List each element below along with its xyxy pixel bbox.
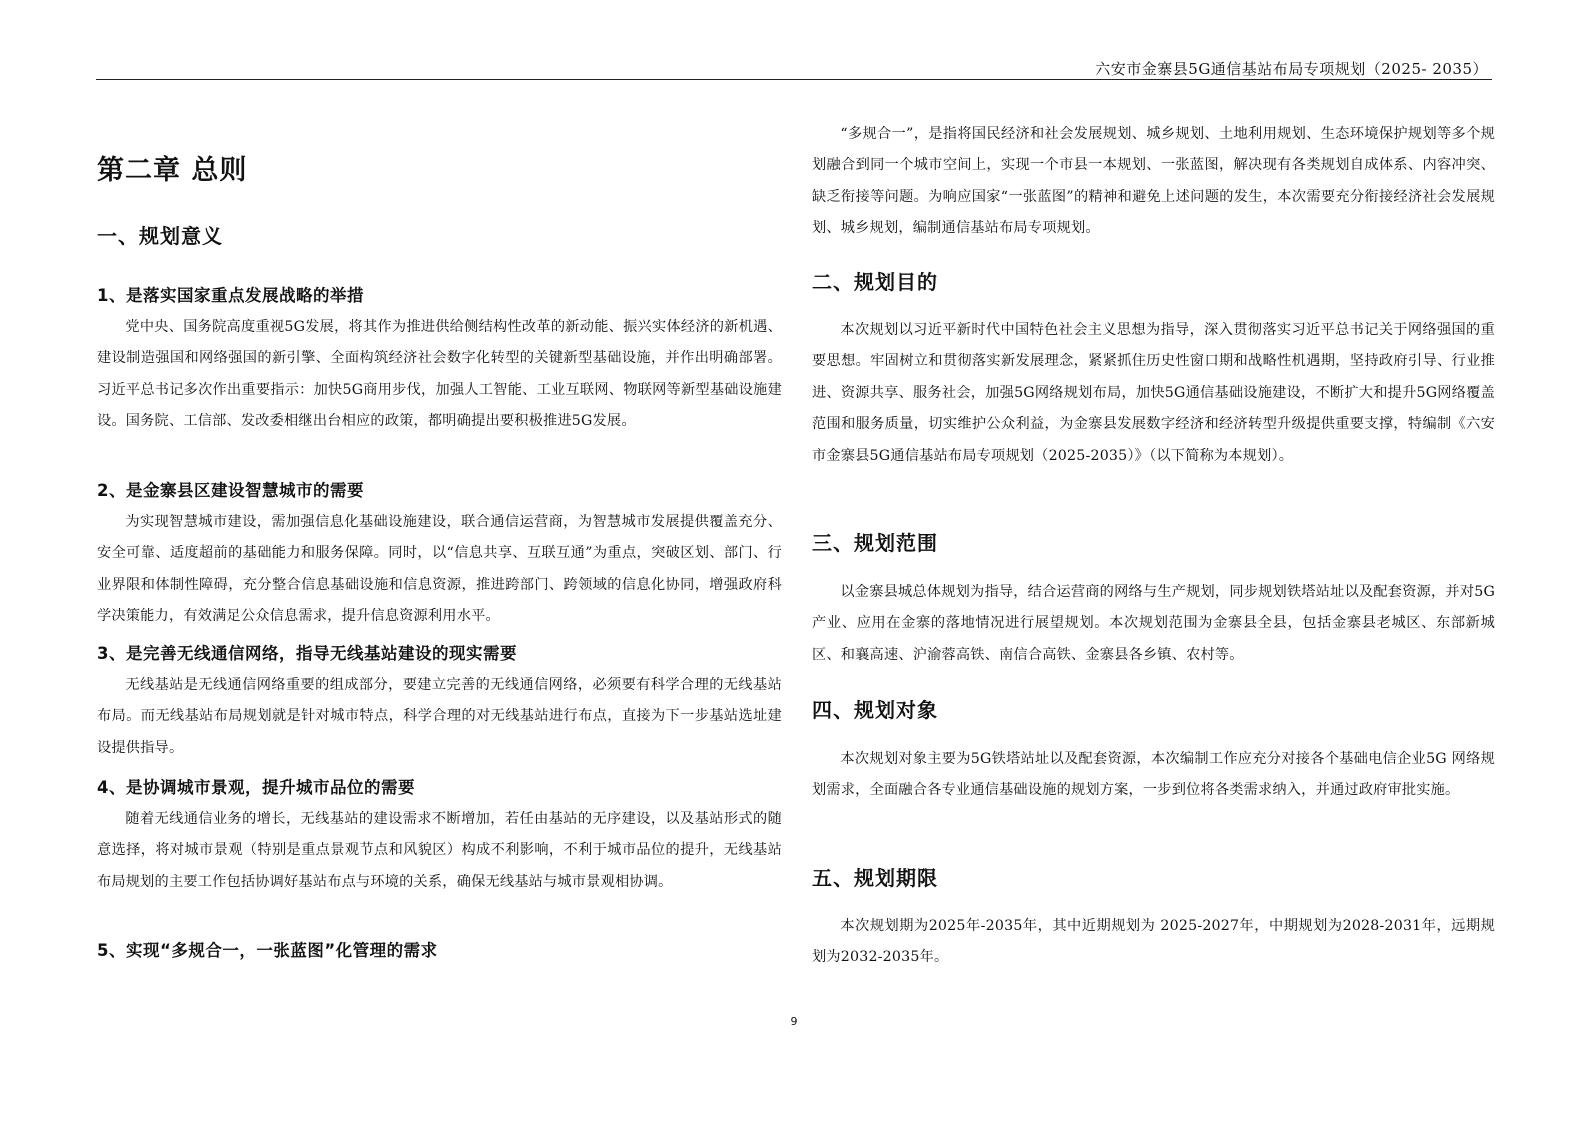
section-title-scope: 三、规划范围 <box>812 531 938 555</box>
paragraph-2: 为实现智慧城市建设，需加强信息化基础设施建设，联合通信运营商，为智慧城市发展提供覆盖充分、安全可靠、适度超前的基础能力和服务保障。同时，以“信息共享、互联互通”为重点，突破区划、部门、行业界限和体制性障碍，充分整合信息基础设施和信息资源，推进跨部门、跨领域的信息化协同，增强政府科学决策能力，有效满足公众信息需求，提升信息资源利用水平。 <box>97 514 782 625</box>
paragraph-4: 随着无线通信业务的增长，无线基站的建设需求不断增加，若任由基站的无序建设，以及基站形式的随意选择，将对城市景观（特别是重点景观节点和风貌区）构成不利影响，不利于城市品位的提升，无线基站布局规划的主要工作包括协调好基站布点与环境的关系，确保无线基站与城市景观相协调。 <box>97 811 782 890</box>
subsection-heading-5: 5、实现“多规合一，一张蓝图”化管理的需求 <box>97 941 438 960</box>
chapter-title: 第二章 总则 <box>97 155 248 186</box>
purpose-paragraph: 本次规划以习近平新时代中国特色社会主义思想为指导，深入贯彻落实习近平总书记关于网络强国的重要思想。牢固树立和贯彻落实新发展理念，紧紧抓住历史性窗口期和战略性机遇期，坚持政府引导、行业推进、资源共享、服务社会，加强5G网络规划布局，加快5G通信基础设施建设，不断扩大和提升5G网络覆盖范围和服务质量，切实维护公众利益，为金寨县发展数字经济和经济转型升级提供重要支撑，特编制《六安市金寨县5G通信基站布局专项规划（2025-2035）》（以下简称为本规划）。 <box>812 322 1495 464</box>
object-paragraph: 本次规划对象主要为5G铁塔站址以及配套资源，本次编制工作应充分对接各个基础电信企业5G 网络规划需求，全面融合各专业通信基础设施的规划方案，一步到位将各类需求纳入，并通过政府审批实施。 <box>812 751 1495 799</box>
scope-paragraph: 以金寨县城总体规划为指导，结合运营商的网络与生产规划，同步规划铁塔站址以及配套资源，并对5G产业、应用在金寨的落地情况进行展望规划。本次规划范围为金寨县全县，包括金寨县老城区、东部新城区、和襄高速、沪渝蓉高铁、南信合高铁、金寨县各乡镇、农村等。 <box>812 584 1495 663</box>
paragraph-1: 党中央、国务院高度重视5G发展，将其作为推进供给侧结构性改革的新动能、振兴实体经济的新机遇、建设制造强国和网络强国的新引擎、全面构筑经济社会数字化转型的关键新型基础设施，并作出明确部署。习近平总书记多次作出重要指示：加快5G商用步伐，加强人工智能、工业互联网、物联网等新型基础设施建设。国务院、工信部、发改委相继出台相应的政策，都明确提出要积极推进5G发展。 <box>97 319 782 430</box>
subsection-heading-1: 1、是落实国家重点发展战略的举措 <box>97 286 364 305</box>
subsection-heading-4: 4、是协调城市景观，提升城市品位的需要 <box>97 778 415 797</box>
running-header-title: 六安市金寨县5G通信基站布局专项规划（2025- 2035） <box>1095 60 1488 78</box>
section-title-purpose: 二、规划目的 <box>812 270 938 294</box>
paragraph-3: 无线基站是无线通信网络重要的组成部分，要建立完善的无线通信网络，必须要有科学合理的无线基站布局。而无线基站布局规划就是针对城市特点，科学合理的对无线基站进行布点，直接为下一步基站选址建设提供指导。 <box>97 677 782 756</box>
paragraph-5: “多规合一”，是指将国民经济和社会发展规划、城乡规划、土地利用规划、生态环境保护规划等多个规划融合到同一个城市空间上，实现一个市县一本规划、一张蓝图，解决现有各类规划自成体系、内容冲突、缺乏衔接等问题。为响应国家“一张蓝图”的精神和避免上述问题的发生，本次需要充分衔接经济社会发展规划、城乡规划，编制通信基站布局专项规划。 <box>812 126 1495 237</box>
section-title-period: 五、规划期限 <box>812 866 938 890</box>
header-rule <box>96 79 1492 80</box>
section-title-significance: 一、规划意义 <box>97 224 223 248</box>
period-paragraph: 本次规划期为2025年-2035年，其中近期规划为 2025-2027年，中期规划为2028-2031年，远期规划为2032-2035年。 <box>812 918 1495 966</box>
section-title-object: 四、规划对象 <box>812 698 938 722</box>
subsection-heading-3: 3、是完善无线通信网络，指导无线基站建设的现实需要 <box>97 644 517 663</box>
subsection-heading-2: 2、是金寨县区建设智慧城市的需要 <box>97 481 364 500</box>
page-number: 9 <box>790 1015 798 1028</box>
